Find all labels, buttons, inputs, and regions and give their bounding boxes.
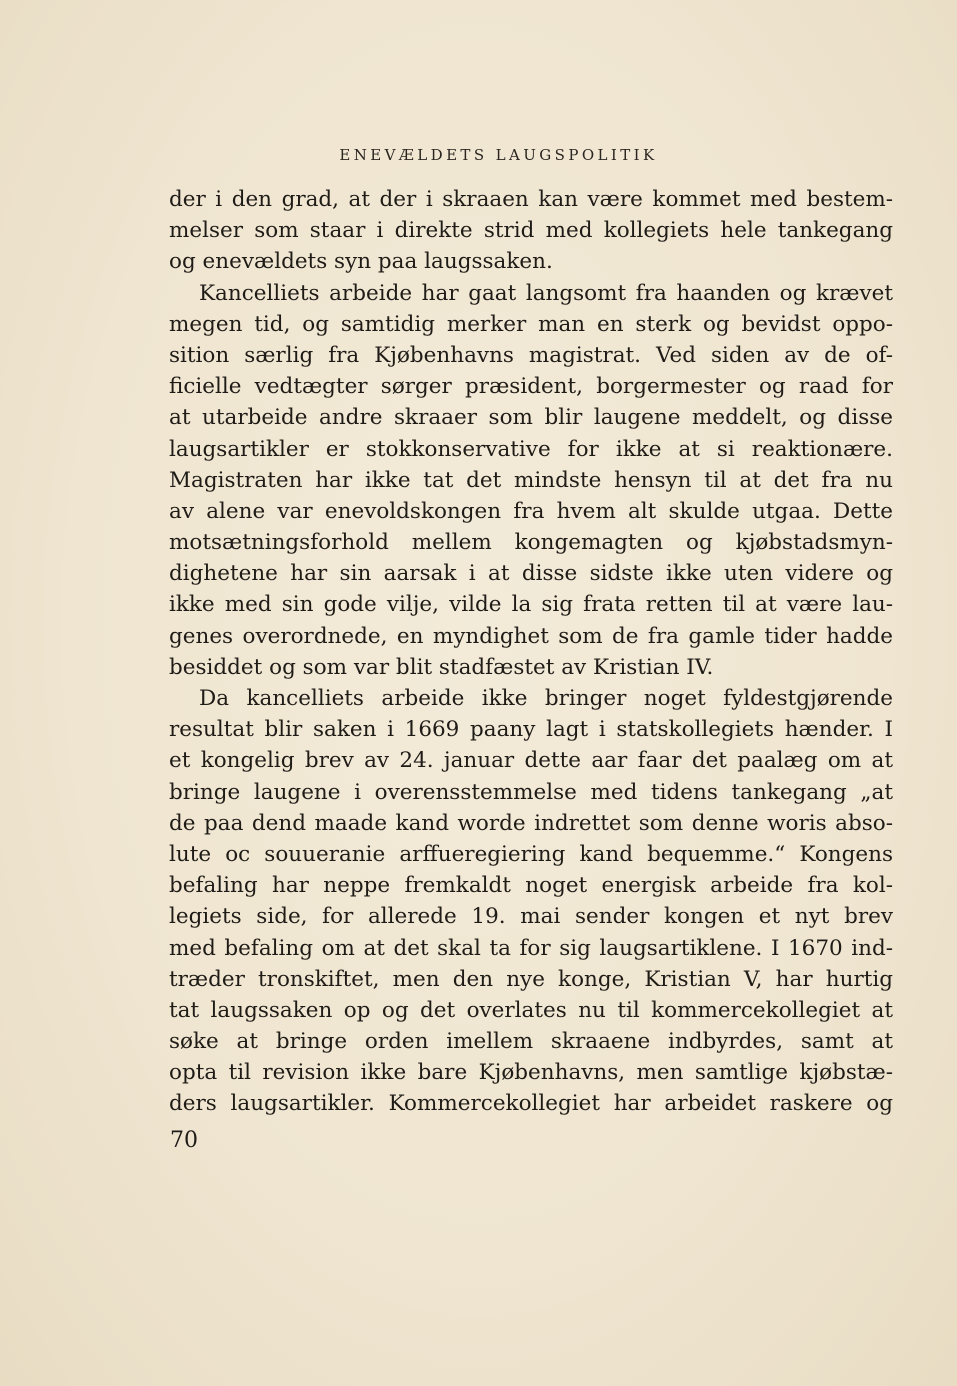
text-line: opta til revision ikke bare Kjøbenhavns, men samtlige kjøbstæ-: [169, 1060, 893, 1086]
text-line: træder tronskiftet, men den nye konge, Kristian V, har hurtig: [169, 966, 893, 992]
text-line: motsætningsforhold mellem kongemagten og kjøbstadsmyn-: [169, 530, 893, 556]
text-line: Magistraten har ikke tat det mindste hensyn til at det fra nu: [169, 467, 893, 493]
page-number: 70: [170, 1128, 198, 1153]
running-head: ENEVÆLDETS LAUGSPOLITIK: [339, 146, 658, 164]
body-text: [169, 184, 893, 1120]
paragraph-3: [169, 683, 893, 1120]
text-line: et kongelig brev av 24. januar dette aar faar det paalæg om at: [169, 748, 893, 774]
text-line: ficielle vedtægter sørger præsident, borgermester og raad for: [169, 374, 893, 400]
text-line: ikke med sin gode vilje, vilde la sig frata retten til at være lau-: [169, 592, 893, 618]
text-line: befaling har neppe fremkaldt noget energisk arbeide fra kol-: [169, 873, 893, 899]
text-line: tat laugssaken op og det overlates nu til kommercekollegiet at: [169, 997, 893, 1023]
text-line: dighetene har sin aarsak i at disse sidste ikke uten videre og: [169, 561, 893, 587]
text-line: av alene var enevoldskongen fra hvem alt skulde utgaa. Dette: [169, 498, 893, 524]
text-line: sition særlig fra Kjøbenhavns magistrat. Ved siden av de of-: [169, 342, 893, 368]
text-line: Kancelliets arbeide har gaat langsomt fra haanden og krævet: [199, 280, 893, 306]
text-line: laugsartikler er stokkonservative for ikke at si reaktionære.: [169, 436, 893, 462]
text-line: megen tid, og samtidig merker man en sterk og bevidst oppo-: [169, 311, 893, 337]
text-line: resultat blir saken i 1669 paany lagt i statskollegiets hænder. I: [169, 717, 893, 743]
text-line: og enevældets syn paa laugssaken.: [169, 249, 553, 275]
paragraph-2: [169, 278, 893, 683]
text-line: legiets side, for allerede 19. mai sender kongen et nyt brev: [169, 904, 893, 930]
text-line: at utarbeide andre skraaer som blir laugene meddelt, og disse: [169, 405, 893, 431]
text-line: de paa dend maade kand worde indrettet som denne woris abso-: [169, 810, 893, 836]
text-line: der i den grad, at der i skraaen kan være kommet med bestem-: [169, 187, 893, 212]
text-line: lute oc souueranie arffueregiering kand bequemme.“ Kongens: [169, 841, 893, 867]
text-line: melser som staar i direkte strid med kollegiets hele tankegang: [169, 218, 893, 244]
text-line: søke at bringe orden imellem skraaene indbyrdes, samt at: [169, 1029, 893, 1055]
text-line: ders laugsartikler. Kommercekollegiet har arbeidet raskere og: [169, 1091, 893, 1117]
paragraph-1: [169, 184, 893, 278]
text-line: med befaling om at det skal ta for sig laugsartiklene. I 1670 ind-: [169, 935, 893, 961]
text-line: Da kancelliets arbeide ikke bringer noget fyldestgjørende: [199, 686, 893, 711]
text-line: genes overordnede, en myndighet som de fra gamle tider hadde: [169, 623, 893, 649]
text-line: besiddet og som var blit stadfæstet av Kristian IV.: [169, 654, 714, 680]
text-line: bringe laugene i overensstemmelse med tidens tankegang „at: [169, 779, 893, 805]
